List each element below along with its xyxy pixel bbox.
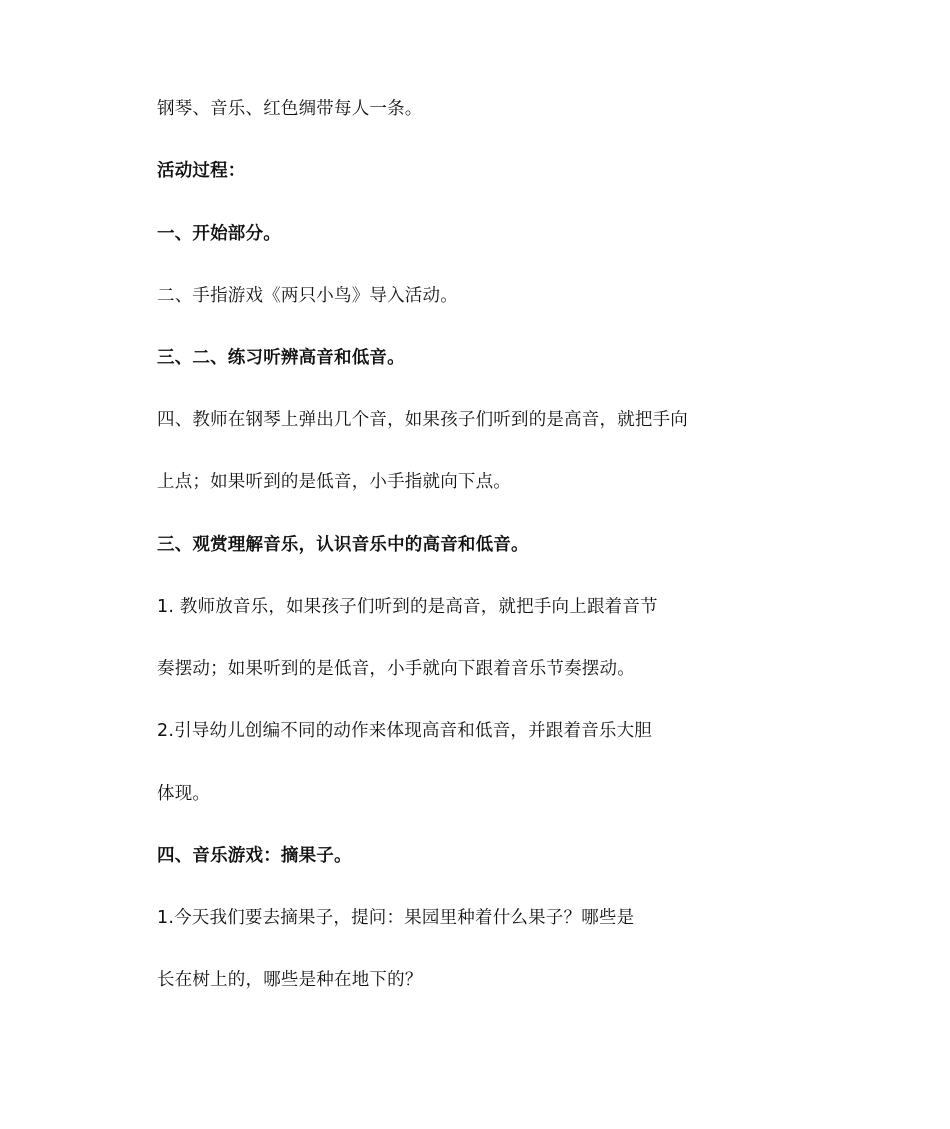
activity-process-heading: 活动过程：	[157, 161, 246, 181]
section-heading-appreciation: 三、观赏理解音乐，认识音乐中的高音和低音。	[157, 535, 529, 555]
paragraph-line: 1.今天我们要去摘果子，提问：果园里种着什么果子？哪些是	[157, 908, 635, 928]
paragraph-line: 长在树上的，哪些是种在地下的？	[157, 970, 423, 990]
paragraph-line: 奏摆动；如果听到的是低音，小手就向下跟着音乐节奏摆动。	[157, 659, 635, 679]
paragraph-line: 2.引导幼儿创编不同的动作来体现高音和低音，并跟着音乐大胆	[157, 721, 652, 741]
section-heading-music-game: 四、音乐游戏：摘果子。	[157, 846, 352, 866]
materials-line: 钢琴、音乐、红色绸带每人一条。	[157, 99, 423, 119]
paragraph-line: 上点；如果听到的是低音，小手指就向下点。	[157, 472, 511, 492]
paragraph-line: 体现。	[157, 784, 211, 804]
paragraph-line: 1. 教师放音乐，如果孩子们听到的是高音，就把手向上跟着音节	[157, 597, 658, 617]
finger-game-line: 二、手指游戏《两只小鸟》导入活动。	[157, 286, 458, 306]
paragraph-line: 四、教师在钢琴上弹出几个音，如果孩子们听到的是高音，就把手向	[157, 410, 688, 430]
section-heading-listening: 三、二、练习听辨高音和低音。	[157, 348, 405, 368]
section-heading-opening: 一、开始部分。	[157, 224, 281, 244]
